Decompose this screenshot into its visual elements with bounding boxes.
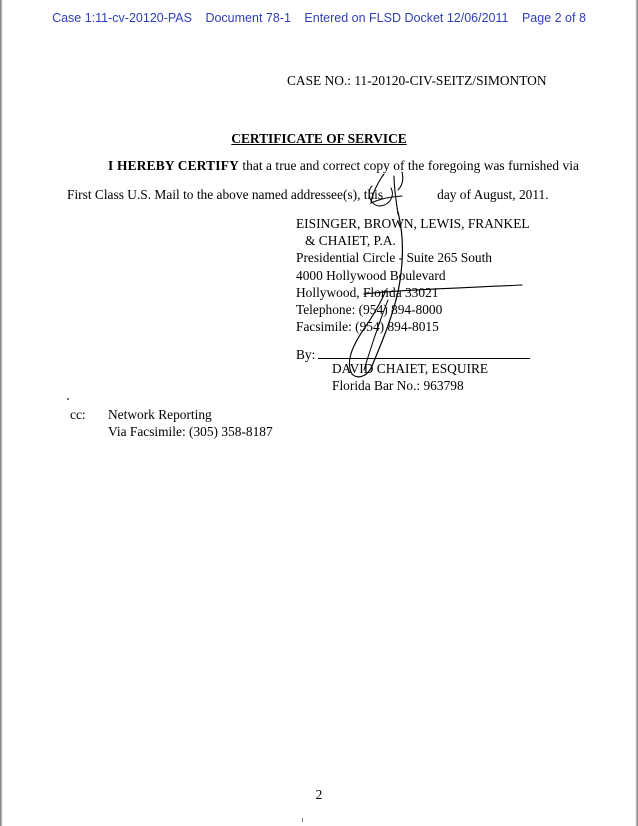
firm-facsimile: Facsimile: (954) 894-8015 xyxy=(296,319,439,335)
docket-page: Page 2 of 8 xyxy=(521,11,586,25)
certify-line-2-end: day of August, 2011. xyxy=(437,187,549,202)
docket-entered: Entered on FLSD Docket 12/06/2011 xyxy=(304,11,509,25)
docket-case: Case 1:11-cv-20120-PAS xyxy=(52,11,192,25)
firm-name-line-2: & CHAIET, P.A. xyxy=(305,233,396,249)
firm-address-2: 4000 Hollywood Boulevard xyxy=(296,267,446,283)
certify-line-1-text: that a true and correct copy of the foregoing was furnished via xyxy=(238,158,580,173)
certify-line-1 xyxy=(108,157,579,174)
docket-header xyxy=(0,11,638,25)
certificate-title: CERTIFICATE OF SERVICE xyxy=(231,131,407,146)
certify-bold-lead: I HEREBY CERTIFY xyxy=(108,158,239,173)
docket-document: Document 78-1 xyxy=(205,11,291,25)
page-number: 2 xyxy=(315,787,323,802)
firm-address-3: Hollywood, Florida 33021 xyxy=(296,284,439,300)
signature-line xyxy=(318,358,530,359)
cc-recipient: Network Reporting xyxy=(108,407,212,422)
cc-label: cc: xyxy=(70,407,86,422)
firm-telephone: Telephone: (954) 894-8000 xyxy=(296,302,443,318)
certify-line-2 xyxy=(67,186,549,203)
attorney-name: DAVID CHAIET, ESQUIRE xyxy=(332,361,489,376)
attorney-block xyxy=(332,360,488,394)
case-number: CASE NO.: 11-20120-CIV-SEITZ/SIMONTON xyxy=(287,73,547,88)
by-label: By: xyxy=(296,347,316,362)
cc-via: Via Facsimile: (305) 358-8187 xyxy=(108,424,273,440)
cc-block xyxy=(108,406,273,440)
scan-mark xyxy=(302,818,303,822)
firm-block xyxy=(296,215,530,335)
scan-speck xyxy=(67,398,69,400)
firm-address-1: Presidential Circle - Suite 265 South xyxy=(296,250,493,266)
bar-number: Florida Bar No.: 963798 xyxy=(332,378,464,394)
scan-edge-left xyxy=(0,0,3,826)
firm-name-line-1: EISINGER, BROWN, LEWIS, FRANKEL xyxy=(296,216,530,231)
certify-line-2-start: First Class U.S. Mail to the above named addressee(s), this xyxy=(67,187,384,202)
